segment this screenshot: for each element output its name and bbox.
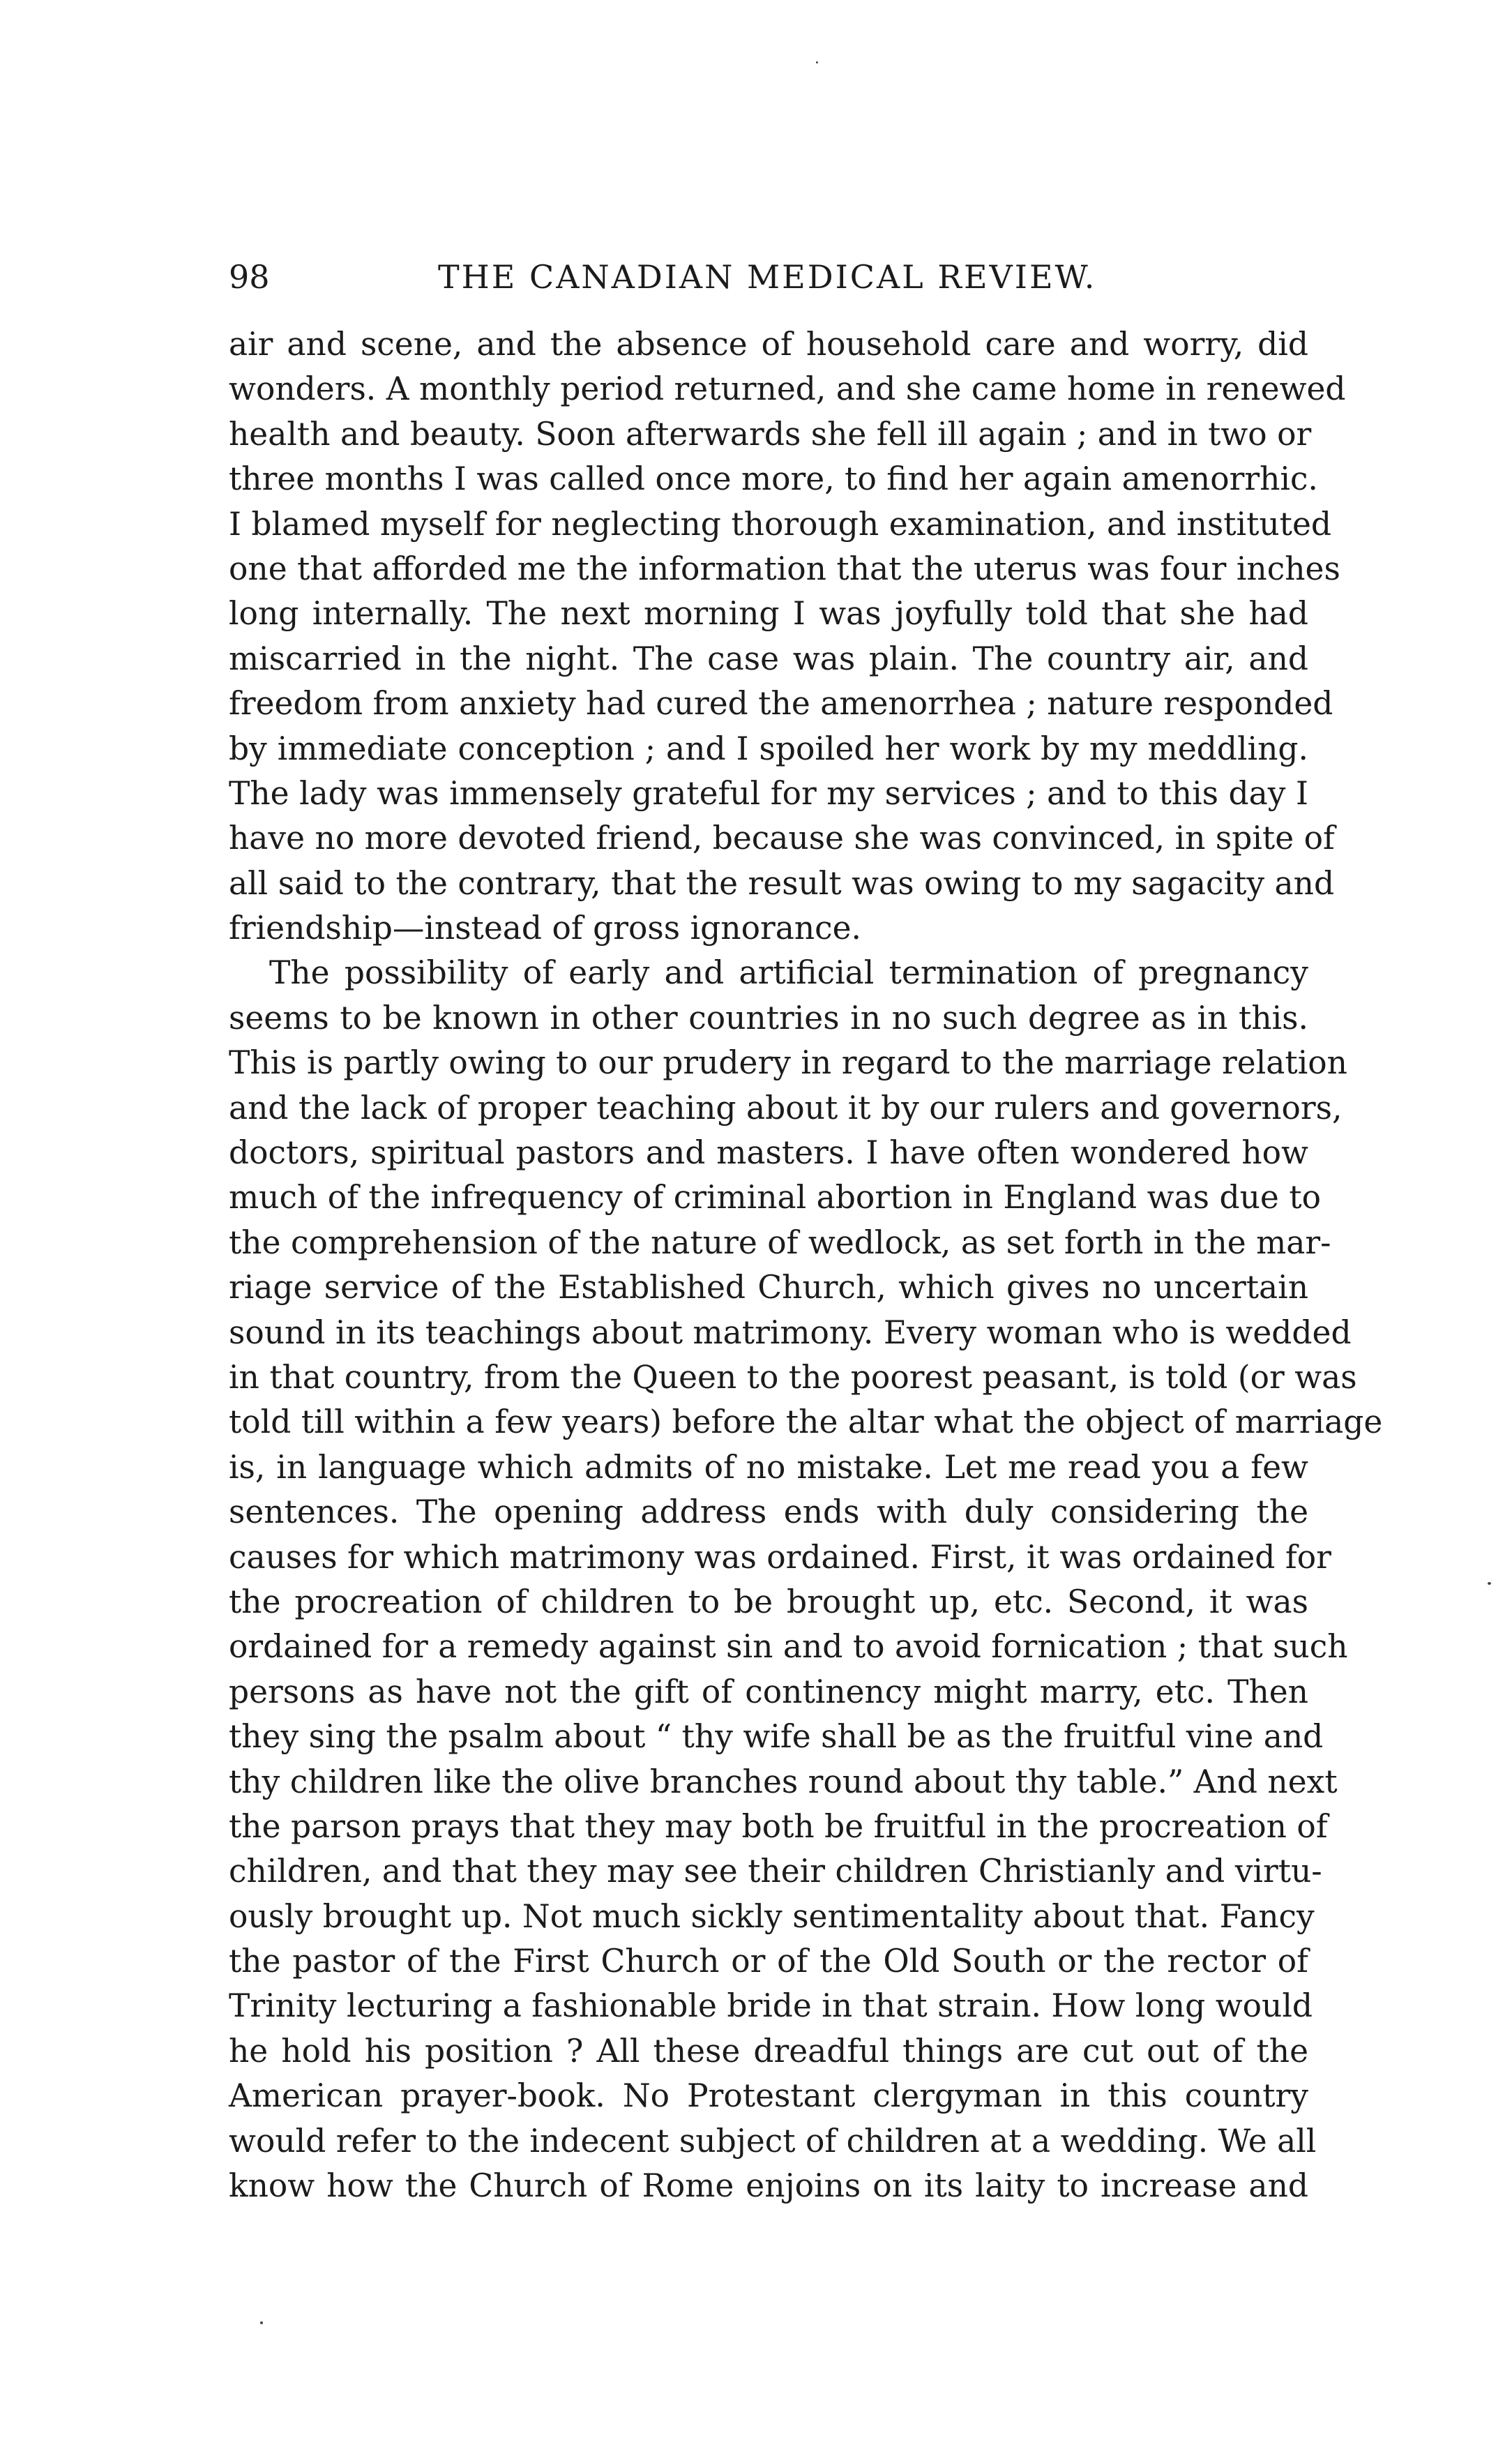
running-title: THE CANADIAN MEDICAL REVIEW. — [438, 258, 1097, 296]
text-line: they sing the psalm about “ thy wife shall be as the fruitful vine and — [229, 1718, 1324, 1756]
text-line: American prayer-book. No Protestant clergyman in this country — [229, 2077, 1308, 2115]
text-line: persons as have not the gift of continency might marry, etc. Then — [229, 1673, 1308, 1710]
scan-speck — [816, 61, 818, 63]
text-line: thy children like the olive branches round about thy table.” And next — [229, 1763, 1338, 1800]
text-line: air and scene, and the absence of household care and worry, did — [229, 326, 1308, 363]
text-line: long internally. The next morning I was joyfully told that she had — [229, 595, 1308, 633]
text-line: told till within a few years) before the altar what the object of marriage — [229, 1403, 1383, 1441]
text-line: doctors, spiritual pastors and masters. I have often wondered how — [229, 1134, 1308, 1172]
text-line: children, and that they may see their children Christianly and virtu- — [229, 1853, 1322, 1890]
text-line: miscarried in the night. The case was plain. The country air, and — [229, 640, 1308, 677]
text-line: causes for which matrimony was ordained. First, it was ordained for — [229, 1538, 1331, 1576]
text-line: would refer to the indecent subject of children at a wedding. We all — [229, 2122, 1317, 2160]
text-line: know how the Church of Rome enjoins on its laity to increase and — [229, 2167, 1308, 2205]
text-line: the procreation of children to be brought up, etc. Second, it was — [229, 1583, 1308, 1620]
text-line: riage service of the Established Church, which gives no uncertain — [229, 1269, 1308, 1306]
text-line: wonders. A monthly period returned, and she came home in renewed — [229, 370, 1346, 408]
text-line: the parson prays that they may both be fruitful in the procreation of — [229, 1807, 1328, 1845]
text-line: all said to the contrary, that the result was owing to my sagacity and — [229, 864, 1335, 902]
text-line: I blamed myself for neglecting thorough examination, and instituted — [229, 505, 1331, 543]
text-line: he hold his position ? All these dreadful things are cut out of the — [229, 2032, 1308, 2070]
text-line: This is partly owing to our prudery in regard to the marriage relation — [229, 1044, 1347, 1082]
text-line: The possibility of early and artificial termination of pregnancy — [269, 954, 1308, 992]
text-line: by immediate conception ; and I spoiled her work by my meddling. — [229, 730, 1308, 767]
page-number: 98 — [229, 258, 270, 296]
text-line: freedom from anxiety had cured the amenorrhea ; nature responded — [229, 685, 1333, 723]
text-line: one that afforded me the information that the uterus was four inches — [229, 550, 1340, 587]
text-line: the pastor of the First Church or of the Old South or the rector of — [229, 1943, 1308, 1980]
page-header — [229, 253, 1308, 301]
text-line: The lady was immensely grateful for my services ; and to this day I — [229, 774, 1308, 812]
text-line: the comprehension of the nature of wedlock, as set forth in the mar- — [229, 1223, 1331, 1261]
text-line: health and beauty. Soon afterwards she fell ill again ; and in two or — [229, 415, 1312, 453]
text-line: ously brought up. Not much sickly sentimentality about that. Fancy — [229, 1897, 1315, 1935]
text-line: in that country, from the Queen to the poorest peasant, is told (or was — [229, 1358, 1357, 1396]
text-line: is, in language which admits of no mistake. Let me read you a few — [229, 1448, 1308, 1486]
text-line: sound in its teachings about matrimony. Every woman who is wedded — [229, 1313, 1352, 1351]
text-line: and the lack of proper teaching about it by our rulers and governors, — [229, 1089, 1343, 1127]
scan-speck — [1488, 1582, 1491, 1585]
text-line: much of the infrequency of criminal abortion in England was due to — [229, 1179, 1321, 1217]
text-line: three months I was called once more, to find her again amenorrhic. — [229, 460, 1318, 498]
body-text — [229, 322, 1383, 2208]
text-line: ordained for a remedy against sin and to avoid fornication ; that such — [229, 1628, 1348, 1666]
text-line: have no more devoted friend, because she was convinced, in spite of — [229, 820, 1335, 857]
scan-speck — [260, 2321, 263, 2324]
text-line: friendship—instead of gross ignorance. — [229, 910, 862, 947]
text-line: seems to be known in other countries in no such degree as in this. — [229, 999, 1308, 1037]
text-line: Trinity lecturing a fashionable bride in that strain. How long would — [229, 1987, 1313, 2025]
text-line: sentences. The opening address ends with duly considering the — [229, 1493, 1308, 1531]
